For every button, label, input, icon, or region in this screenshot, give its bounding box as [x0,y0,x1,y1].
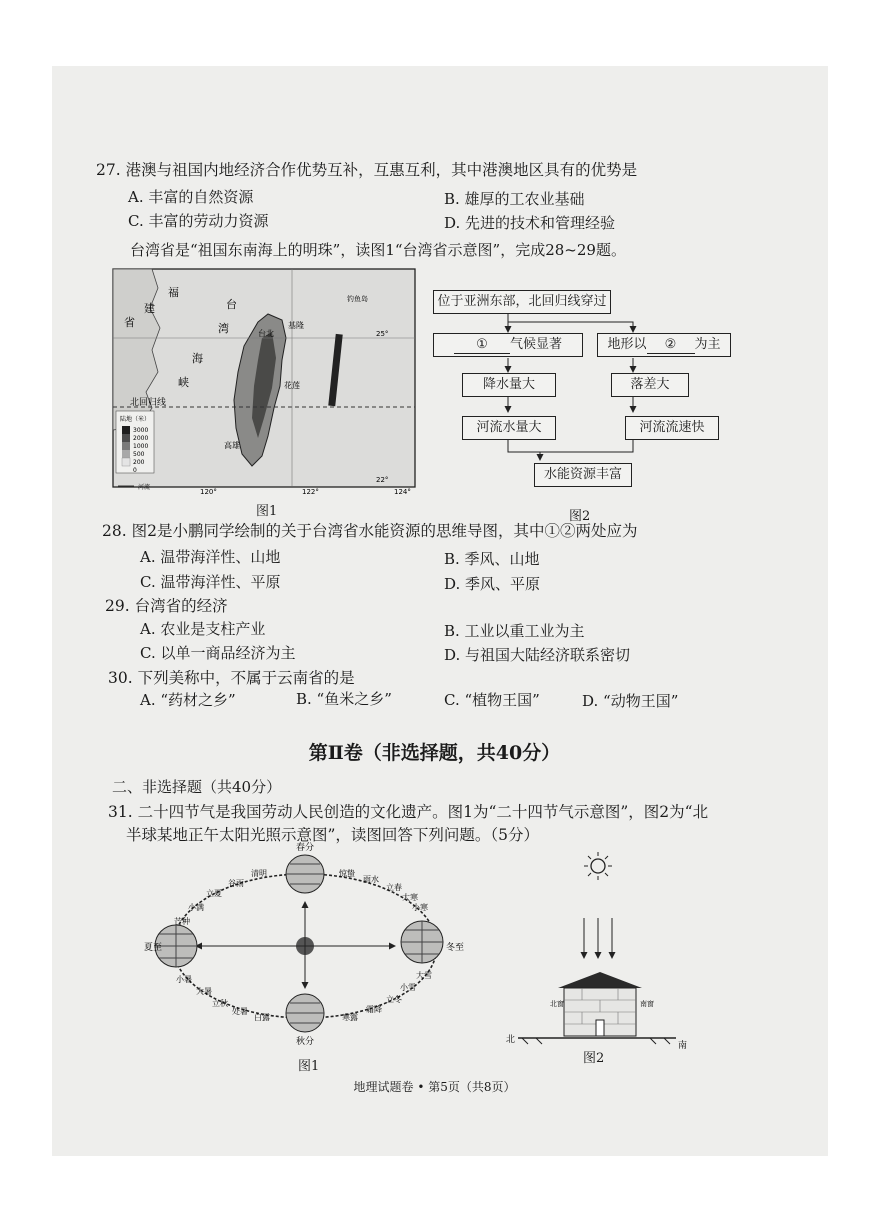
climate-suffix: 气候显著 [509,337,562,352]
label-taipei: 台北 [258,329,274,338]
q27-option-a: A. 丰富的自然资源 [128,188,254,206]
term-liqiu: 立秋 [212,999,228,1008]
mindmap-climate [433,333,583,357]
blank-2: ② [647,337,695,354]
q28-option-d: D. 季风、平原 [444,575,541,593]
q27-option-b: B. 雄厚的工农业基础 [444,190,585,208]
q30-option-a: A. “药材之乡” [140,691,236,709]
q30-option-c: C. “植物王国” [444,691,540,709]
legend-200: 200 [133,459,145,466]
term-qingming: 清明 [251,869,267,878]
label-wan: 湾 [218,322,229,335]
term-xiaoman: 小满 [188,903,204,912]
earth-spring [286,855,324,893]
legend-1000: 1000 [133,443,149,450]
term-lichun: 立春 [386,883,402,892]
earth-winter [401,921,443,963]
label-hualien: 花莲 [284,381,300,390]
mindmap-top: 位于亚洲东部，北回归线穿过 [433,290,611,314]
term-xiaohan: 小寒 [412,903,428,912]
term-xiaoshu: 小暑 [176,975,192,984]
sun-icon [584,852,612,880]
terrain-suffix: 为主 [694,337,721,352]
q28-stem: 28. 图2是小鹏同学绘制的关于台湾省水能资源的思维导图，其中①②两处应为 [102,522,638,540]
south-window-label: 南窗 [640,1000,654,1008]
part-2-heading: 二、非选择题（共40分） [112,778,282,796]
label-tropic: 北回归线 [130,398,167,408]
q30-option-b: B. “鱼米之乡” [296,690,392,708]
terrain-prefix: 地形以 [607,337,647,352]
q29-option-c: C. 以单一商品经济为主 [140,644,296,662]
label-tai: 台 [226,298,237,311]
fig31-1-caption: 图1 [298,1059,320,1074]
noon-sunlight-diagram [500,850,700,1050]
term-lidong: 立冬 [386,995,402,1004]
label-fu: 福 [168,286,179,299]
taiwan-intro: 台湾省是“祖国东南海上的明珠”，读图1“台湾省示意图”，完成28~29题。 [130,241,626,259]
term-shuangjiang: 霜降 [366,1005,382,1014]
page-footer: 地理试题卷 • 第5页（共8页） [353,1080,516,1094]
taiwan-map [112,268,417,496]
legend-3000: 3000 [133,427,149,434]
term-xiaoxue: 小雪 [400,983,416,992]
q29-option-a: A. 农业是支柱产业 [140,620,266,638]
fig31-2-caption: 图2 [583,1051,605,1066]
earth-autumn [286,994,324,1032]
term-xiazhi: 夏至 [144,943,163,953]
term-chunfen: 春分 [296,843,315,853]
term-chushu: 处暑 [232,1007,248,1016]
label-keelung: 基隆 [288,321,304,330]
label-lat22: 22° [376,476,389,484]
south-label: 南 [678,1041,688,1051]
q29-option-b: B. 工业以重工业为主 [444,622,585,640]
q28-option-c: C. 温带海洋性、平原 [140,573,281,591]
q31-line-1: 31. 二十四节气是我国劳动人民创造的文化遗产。图1为“二十四节气示意图”，图2为“北 [108,803,709,821]
q27-option-d: D. 先进的技术和管理经验 [444,214,616,232]
q27-option-c: C. 丰富的劳动力资源 [128,212,269,230]
label-lon122: 122° [302,488,319,496]
mindmap-flow-speed: 河流流速快 [625,416,719,440]
mindmap-caption: 图2 [569,509,591,524]
term-yushui: 雨水 [363,875,379,884]
term-dashu: 大暑 [196,987,212,996]
north-label: 北 [506,1035,516,1045]
mindmap-bottom: 水能资源丰富 [534,463,632,487]
house-roof [558,972,642,988]
label-jian: 建 [144,302,155,315]
label-kaohsiung: 高雄 [224,441,240,450]
term-mangzhong: 芒种 [174,917,190,926]
label-lon120: 120° [200,488,217,496]
blank-1: ① [454,337,510,354]
legend-title: 陆地（米） [120,416,151,423]
label-lon124: 124° [394,488,411,496]
q31-line-2: 半球某地正午太阳光照示意图”，读图回答下列问题。（5分） [126,826,540,844]
mindmap-rainfall: 降水量大 [462,373,556,397]
term-daxue: 大雪 [416,971,432,980]
solar-terms-diagram [140,838,465,1048]
label-diaoyu: 钓鱼岛 [347,295,368,303]
term-lixia: 立夏 [206,889,222,898]
mindmap-flow-volume: 河流水量大 [462,416,556,440]
q30-option-d: D. “动物王国” [582,692,679,710]
legend-2000: 2000 [133,435,149,442]
legend-river: 河流 [138,484,151,491]
q28-option-b: B. 季风、山地 [444,550,540,568]
term-qiufen: 秋分 [296,1037,315,1047]
mindmap-drop: 落差大 [611,373,689,397]
term-hanlu: 寒露 [342,1013,358,1022]
term-bailu: 白露 [254,1013,270,1022]
north-window-label: 北窗 [550,1000,564,1008]
label-sheng: 省 [124,316,135,329]
q28-option-a: A. 温带海洋性、山地 [140,548,281,566]
house-door [596,1020,604,1036]
term-dahan: 大寒 [402,893,418,902]
term-guyu: 谷雨 [228,879,244,888]
label-xia: 峡 [178,376,189,389]
q27-stem: 27. 港澳与祖国内地经济合作优势互补，互惠互利，其中港澳地区具有的优势是 [96,161,638,179]
label-hai: 海 [192,352,203,365]
term-dongzhi: 冬至 [446,943,465,953]
q29-stem: 29. 台湾省的经济 [105,597,228,615]
label-lat25: 25° [376,330,389,338]
map1-caption: 图1 [256,504,278,519]
q30-stem: 30. 下列美称中，不属于云南省的是 [108,669,355,687]
q29-option-d: D. 与祖国大陆经济联系密切 [444,646,631,664]
term-jingzhe: 惊蛰 [339,869,355,878]
mindmap-terrain [597,333,731,357]
legend-0: 0 [133,467,137,474]
legend-500: 500 [133,451,145,458]
section-2-title: 第Ⅱ卷（非选择题，共40分） [308,742,561,764]
